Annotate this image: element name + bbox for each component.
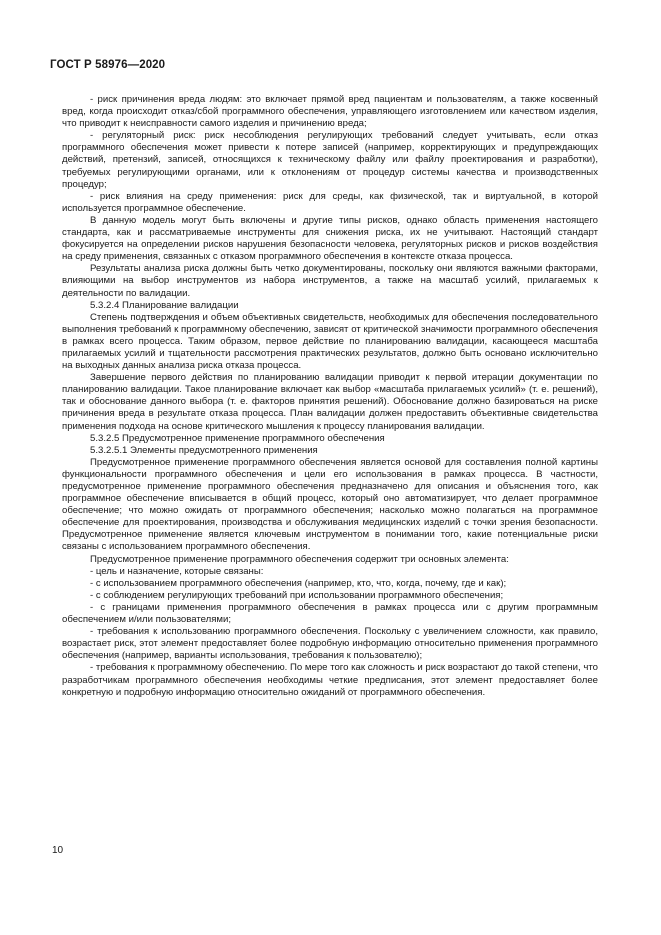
paragraph-4: В данную модель могут быть включены и другие типы рисков, однако область применения настоящего стандарта, как и рассматриваемые инструменты для снижения риска, их не учитывают. Настоящий стандарт фокусируется на определении рисков нарушения безопасности человека, регуляторных рисков и рисков воздействия на среду применения, связанных с отказом программного обеспечения в контексте отказа процесса. — [62, 214, 598, 263]
paragraph-12: Предусмотренное применение программного обеспечения содержит три основных элемента: — [90, 553, 509, 565]
list-item-purpose: - цель и назначение, которые связаны: — [90, 565, 264, 577]
list-item-usage: - с использованием программного обеспечения (например, кто, что, когда, почему, где и как); — [90, 577, 507, 589]
page-number: 10 — [52, 845, 64, 856]
standard-code-header: ГОСТ Р 58976—2020 — [50, 59, 166, 71]
list-item-usage-requirements: - требования к использованию программного обеспечения. Поскольку с увеличением сложности, как правило, возрастает риск, этот элемент предоставляет более подробную информацию относительно применения программного обеспечения (например, варианты использования, требования к пользователю); — [62, 626, 598, 662]
list-item-software-requirements: - требования к программному обеспечению. По мере того как сложность и риск возрастают до такой степени, что разработчикам программного обеспечения необходимы четкие предписания, этот элемент предоставляет более конкретную и подробную информацию относительно ожиданий от программного обеспечения. — [62, 662, 598, 698]
paragraph-3: - риск влияния на среду применения: риск для среды, как физической, так и виртуальной, в которой используется программное обеспечение. — [62, 190, 598, 214]
section-heading-5-3-2-5-1: 5.3.2.5.1 Элементы предусмотренного применения — [90, 444, 318, 456]
body-text — [62, 94, 598, 699]
paragraph-7: Степень подтверждения и объем объективных свидетельств, необходимых для обеспечения последовательного выполнения требований к программному обеспечению, зависят от критической значимости программного обеспечения в рамках всего процесса. Таким образом, первое действие по планированию валидации, касающееся масштаба прилагаемых усилий и тщательности рассмотрения практических результатов, должно быть основано исключительно на выходных данных анализа риска отказа процесса. — [62, 311, 598, 372]
paragraph-11: Предусмотренное применение программного обеспечения является основой для составления полной картины функциональности программного обеспечения и цели его использования в рамках процесса. В частности, предусмотренное применение программного обеспечения предназначено для описания и объяснения того, как программное обеспечение вписывается в общий процесс, который оно автоматизирует, что делает программное обеспечение; что можно ожидать от программного обеспечения; насколько можно полагаться на программное обеспечение для проектирования, производства и обслуживания медицинских изделий с точки зрения безопасности. Предусмотренное применение является ключевым инструментом в понимании того, какие потенциальные риски связаны с использованием программного обеспечения. — [62, 456, 598, 553]
paragraph-5: Результаты анализа риска должны быть четко документированы, поскольку они являются важными факторами, влияющими на выбор инструментов из набора инструментов, а также на масштаб усилий, прилагаемых к деятельности по валидации. — [62, 263, 598, 299]
paragraph-8: Завершение первого действия по планированию валидации приводит к первой итерации документации по планированию валидации. Такое планирование включает как выбор «масштаба прилагаемых усилий» (т. е. решений), так и обоснование данного выбора (т. е. факторов принятия решений). Обоснование должно базироваться на риске причинения вреда в результате отказа процесса. План валидации должен предоставить объективные свидетельства применения подхода на основе критического мышления к процессу планирования валидации. — [62, 372, 598, 432]
section-heading-5-3-2-4: 5.3.2.4 Планирование валидации — [90, 299, 239, 311]
list-item-regulatory: - с соблюдением регулирующих требований при использовании программного обеспечения; — [90, 589, 504, 601]
list-item-boundaries: - с границами применения программного обеспечения в рамках процесса или с другим программным обеспечением и/или пользователями; — [62, 601, 598, 626]
paragraph-1: - риск причинения вреда людям: это включает прямой вред пациентам и пользователям, а также косвенный вред, когда происходит отказ/сбой программного обеспечения, управляющего изготовлением или качеством изделия, что приводит к неисправности самого изделия и причинению вреда; — [62, 94, 598, 130]
paragraph-2: - регуляторный риск: риск несоблюдения регулирующих требований следует учитывать, если отказ программного обеспечения может привести к потере записей (например, корректирующих и предупреждающих действий, претензий, записей, относящихся к техническому файлу или файлу проектирования и разработки), требуемых регулирующими органами, или к отклонениям от процедур системы качества и производственных процедур; — [62, 130, 598, 190]
section-heading-5-3-2-5: 5.3.2.5 Предусмотренное применение программного обеспечения — [90, 432, 385, 444]
